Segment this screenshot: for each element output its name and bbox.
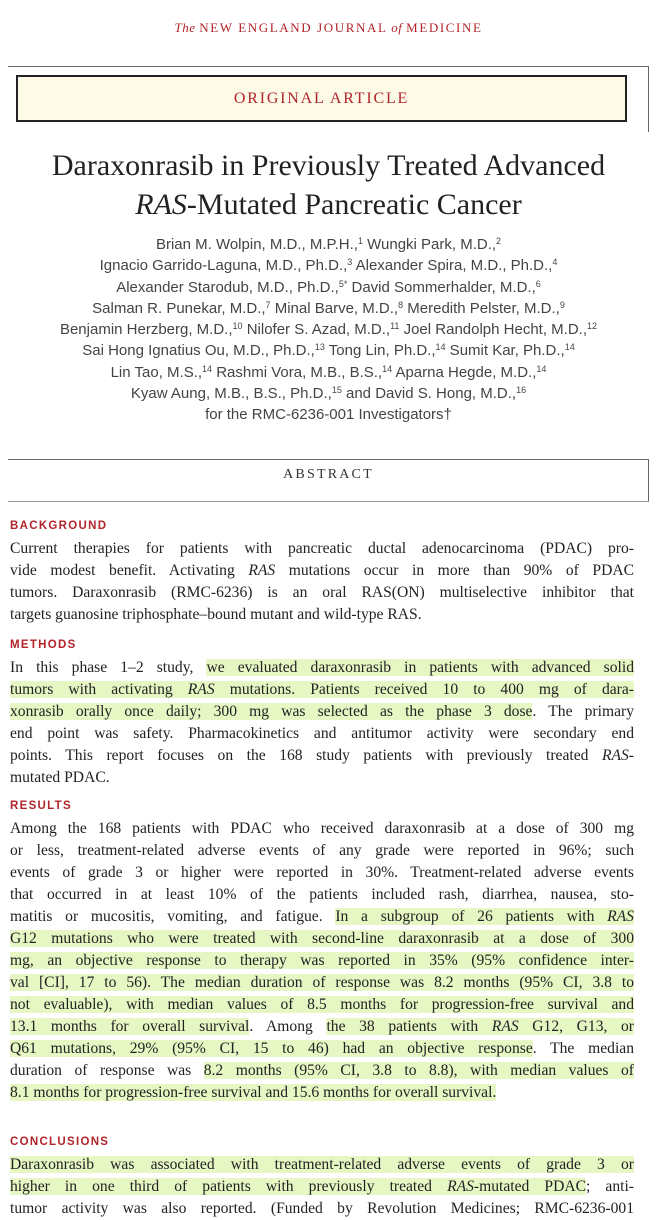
section-heading-results: RESULTS xyxy=(10,800,72,812)
highlighted-text: xonrasib orally once daily; 300 mg was selected as the phase 3 dose xyxy=(10,703,533,720)
text-line xyxy=(10,679,634,701)
author-line xyxy=(0,255,657,276)
affiliation-marker: 14 xyxy=(202,363,213,374)
header-rule xyxy=(8,66,649,67)
text-run: points. This report focuses on the 168 study patients with previously treated xyxy=(10,747,602,764)
affiliation-marker: 9 xyxy=(559,299,565,310)
author-line xyxy=(0,298,657,319)
text-line xyxy=(10,1176,634,1198)
highlighted-text: 8.2 months (95% CI, 3.8 to 8.8), with median values of xyxy=(203,1062,634,1079)
highlighted-text: RAS xyxy=(187,681,215,698)
text-line xyxy=(10,723,634,745)
highlighted-text: 13.1 months for overall survival xyxy=(10,1018,250,1035)
author-line xyxy=(0,404,657,425)
text-run: Among the 168 patients with PDAC who received daraxonrasib at a dose of 300 mg xyxy=(10,820,634,837)
text-run: duration of response was xyxy=(10,1062,204,1079)
author-name: and David S. Hong, M.D., xyxy=(341,385,517,403)
article-title xyxy=(0,146,657,224)
section-paragraph-conclusions xyxy=(10,1154,634,1220)
highlighted-text: Q61 mutations, 29% (95% CI, 15 to 46) had an objective response xyxy=(10,1040,533,1057)
author-name: Alexander Starodub, M.D., Ph.D., xyxy=(116,278,339,296)
affiliation-marker: 16 xyxy=(516,385,527,396)
author-name: Tong Lin, Ph.D., xyxy=(324,342,436,360)
text-run: RAS xyxy=(601,747,629,764)
author-name: Lin Tao, M.S., xyxy=(110,363,203,381)
section-heading-methods: METHODS xyxy=(10,639,77,651)
text-line xyxy=(10,1038,634,1060)
abstract-heading: ABSTRACT xyxy=(283,467,374,482)
author-line xyxy=(0,362,657,383)
affiliation-marker: 14 xyxy=(564,342,575,353)
text-run: that occurred in at least 10% of the patients included rash, diarrhea, nausea, sto- xyxy=(10,886,634,903)
journal-masthead xyxy=(0,20,657,36)
author-name: Meredith Pelster, M.D., xyxy=(403,299,560,317)
title-line-1: Daraxonrasib in Previously Treated Advanced xyxy=(51,149,606,182)
highlighted-text: In a subgroup of 26 patients with xyxy=(335,908,608,925)
article-type-banner xyxy=(16,75,627,122)
author-line xyxy=(0,319,657,340)
text-line xyxy=(10,928,634,950)
highlighted-text: mutations. Patients received 10 to 400 mg of dara- xyxy=(214,681,634,698)
text-line xyxy=(10,701,634,723)
author-list xyxy=(0,234,657,426)
text-run: events of grade 3 or higher were reported in 30%. Treatment-related adverse events xyxy=(10,864,634,881)
author-line xyxy=(0,277,657,298)
text-line xyxy=(10,767,634,789)
author-name: for the RMC-6236-001 Investigators† xyxy=(205,406,452,424)
text-run: . Among xyxy=(249,1018,327,1035)
affiliation-marker: 10 xyxy=(232,321,243,332)
text-run: mutated PDAC. xyxy=(10,769,110,786)
affiliation-marker: 6 xyxy=(535,278,541,289)
highlighted-text: G12 mutations who were treated with second-line daraxonrasib at a dose of 300 xyxy=(10,930,634,947)
text-line xyxy=(10,862,634,884)
author-name: David Sommerhalder, M.D., xyxy=(347,278,536,296)
text-run: - xyxy=(628,747,634,764)
text-line xyxy=(10,1198,634,1220)
highlighted-text: the 38 patients with xyxy=(326,1018,492,1035)
journal-of: of xyxy=(387,20,407,35)
text-run: or less, treatment-related adverse events of any grade were reported in 96%; such xyxy=(10,842,634,859)
text-line xyxy=(10,560,634,582)
highlighted-text: mg, an objective response to therapy was reported in 35% (95% confidence inter- xyxy=(10,952,634,969)
journal-name: NEW ENGLAND JOURNAL xyxy=(199,20,388,35)
text-line xyxy=(10,994,634,1016)
title-line-2 xyxy=(0,185,657,224)
journal-the: The xyxy=(174,20,200,35)
author-line xyxy=(0,383,657,404)
author-name: Minal Barve, M.D., xyxy=(270,299,399,317)
affiliation-marker: 11 xyxy=(390,321,400,332)
highlighted-text: 8.1 months for progression-free survival and 15.6 months for overall survival. xyxy=(10,1084,497,1101)
journal-name-end: MEDICINE xyxy=(406,20,483,35)
section-paragraph-methods xyxy=(10,657,634,789)
author-name: Joel Randolph Hecht, M.D., xyxy=(399,321,588,339)
abstract-rule-top xyxy=(8,459,649,460)
text-line xyxy=(10,657,634,679)
affiliation-marker: 1 xyxy=(357,236,363,246)
text-run: end point was safety. Pharmacokinetics and antitumor activity were secondary end xyxy=(10,725,634,742)
text-line xyxy=(10,538,634,560)
author-name: Salman R. Punekar, M.D., xyxy=(92,299,266,317)
author-name: Rashmi Vora, M.B., B.S., xyxy=(212,363,383,381)
title-line-2-rest: -Mutated Pancreatic Cancer xyxy=(186,188,522,221)
author-name: Sumit Kar, Ph.D., xyxy=(445,342,565,360)
highlighted-text: not evaluable), with median values of 8.5 months for progression-free survival and xyxy=(10,996,634,1013)
text-run: RAS xyxy=(248,562,276,579)
text-line xyxy=(10,950,634,972)
text-run: In this phase 1–2 study, xyxy=(10,659,207,676)
text-run: targets guanosine triphosphate–bound mutant and wild-type RAS. xyxy=(10,606,422,623)
affiliation-marker: 13 xyxy=(314,342,325,353)
text-line xyxy=(10,604,634,626)
affiliation-marker: 15 xyxy=(331,385,342,396)
text-line xyxy=(10,582,634,604)
text-run: . The median xyxy=(532,1040,634,1057)
section-heading-conclusions: CONCLUSIONS xyxy=(10,1136,110,1148)
text-run: tumors. Daraxonrasib (RMC-6236) is an oral RAS(ON) multiselective inhibitor that xyxy=(10,584,634,601)
text-run: tumor activity was also reported. (Funded by Revolution Medicines; RMC-6236-001 xyxy=(10,1200,634,1217)
author-name: Ignacio Garrido-Laguna, M.D., Ph.D., xyxy=(99,257,348,275)
author-name: Kyaw Aung, M.B., B.S., Ph.D., xyxy=(130,385,332,403)
text-line xyxy=(10,972,634,994)
text-line xyxy=(10,818,634,840)
author-name: Brian M. Wolpin, M.D., M.P.H., xyxy=(155,236,358,253)
text-run: vide modest benefit. Activating xyxy=(10,562,249,579)
header-rule-right xyxy=(648,66,649,132)
text-line xyxy=(10,1082,634,1104)
highlighted-text: -mutated PDAC xyxy=(473,1178,587,1195)
author-name: Nilofer S. Azad, M.D., xyxy=(242,321,391,339)
affiliation-marker: 14 xyxy=(382,363,393,374)
author-name: Alexander Spira, M.D., Ph.D., xyxy=(352,257,553,275)
highlighted-text: RAS xyxy=(447,1178,474,1195)
highlighted-text: RAS xyxy=(607,908,634,925)
highlighted-text: Daraxonrasib was associated with treatment-related adverse events of grade 3 or xyxy=(10,1156,634,1173)
text-line xyxy=(10,745,634,767)
section-paragraph-background xyxy=(10,538,634,626)
highlighted-text: higher in one third of patients with previously treated xyxy=(10,1178,448,1195)
affiliation-marker: 8 xyxy=(398,299,404,310)
abstract-rule-bottom xyxy=(8,501,649,502)
section-heading-background: BACKGROUND xyxy=(10,520,108,532)
affiliation-marker: 5* xyxy=(338,278,348,289)
author-name: Wungki Park, M.D., xyxy=(362,236,497,253)
text-run: mutations occur in more than 90% of PDAC xyxy=(275,562,634,579)
text-run: ; anti- xyxy=(586,1178,634,1195)
text-line xyxy=(10,840,634,862)
affiliation-marker: 14 xyxy=(536,363,547,374)
text-run: matitis or mucositis, vomiting, and fatigue. xyxy=(10,908,336,925)
affiliation-marker: 12 xyxy=(587,321,598,332)
affiliation-marker: 7 xyxy=(265,299,271,310)
text-line xyxy=(10,884,634,906)
text-run: Current therapies for patients with pancreatic ductal adenocarcinoma (PDAC) pro- xyxy=(10,540,634,557)
highlighted-text: G12, G13, or xyxy=(518,1018,634,1035)
author-name: Aparna Hegde, M.D., xyxy=(392,363,537,381)
affiliation-marker: 2 xyxy=(496,236,502,246)
author-name: Sai Hong Ignatius Ou, M.D., Ph.D., xyxy=(82,342,315,360)
author-line xyxy=(0,340,657,361)
title-ras: RAS xyxy=(135,188,187,221)
text-run: . The primary xyxy=(532,703,634,720)
text-line xyxy=(10,1060,634,1082)
text-line xyxy=(10,906,634,928)
text-line xyxy=(10,1154,634,1176)
section-paragraph-results xyxy=(10,818,634,1104)
author-line xyxy=(0,234,657,255)
highlighted-text: val [CI], 17 to 56). The median duration of response was 8.2 months (95% CI, 3.8 to xyxy=(10,974,634,991)
affiliation-marker: 4 xyxy=(552,257,558,268)
affiliation-marker: 14 xyxy=(435,342,446,353)
highlighted-text: RAS xyxy=(491,1018,519,1035)
affiliation-marker: 3 xyxy=(347,257,353,268)
highlighted-text: tumors with activating xyxy=(10,681,188,698)
text-line xyxy=(10,1016,634,1038)
highlighted-text: we evaluated daraxonrasib in patients with advanced solid xyxy=(206,659,634,676)
article-type-label: ORIGINAL ARTICLE xyxy=(233,89,410,107)
author-name: Benjamin Herzberg, M.D., xyxy=(59,321,233,339)
